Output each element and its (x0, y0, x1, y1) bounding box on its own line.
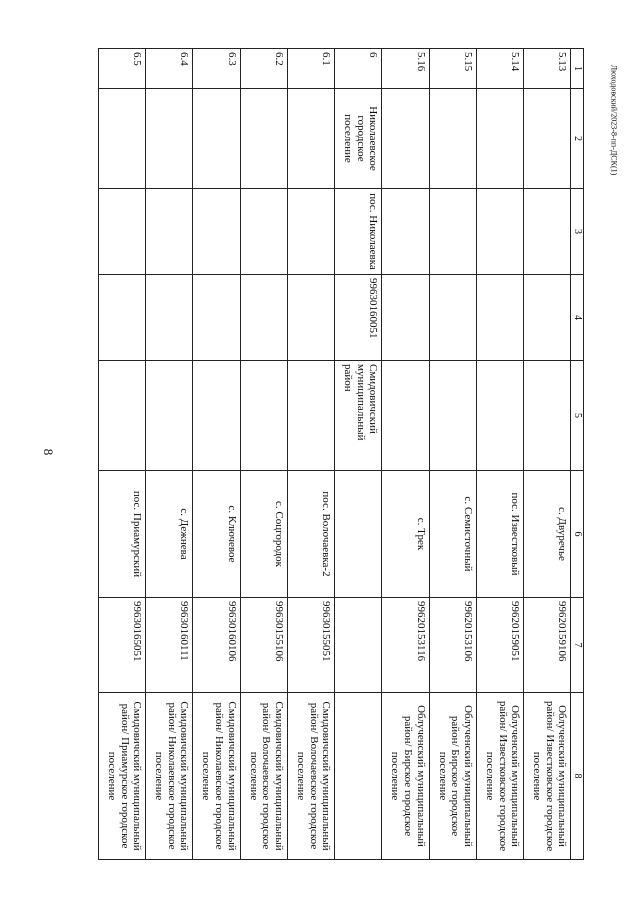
table-cell-col-6: с. Соцгородок (240, 471, 287, 598)
table-header-row (571, 49, 584, 860)
table-cell-col-5 (99, 361, 146, 471)
table-cell-col-4 (240, 275, 287, 361)
table-row (146, 49, 193, 860)
table-cell-col-1: 6.5 (99, 49, 146, 89)
table-cell-col-8: Облученский муниципальный район/ Известковское городское поселение (524, 693, 571, 860)
table-cell-col-8: Облученский муниципальный район/ Известковское городское поселение (477, 693, 524, 860)
table-row (477, 49, 524, 860)
table-cell-col-2 (524, 89, 571, 189)
table-cell-col-4 (146, 275, 193, 361)
column-header: 8 (571, 693, 584, 860)
table-cell-col-3 (146, 189, 193, 275)
table-row (429, 49, 476, 860)
table-cell-col-7: 99620159106 (524, 598, 571, 693)
table-cell-col-8: Облученский муниципальный район/ Бирское городское поселение (429, 693, 476, 860)
table-row (288, 49, 335, 860)
table-cell-col-8 (335, 693, 382, 860)
table-cell-col-7: 99620153106 (429, 598, 476, 693)
table-cell-col-7: 99630155106 (240, 598, 287, 693)
table-cell-col-2: Николаевское городское поселение (335, 89, 382, 189)
table-cell-col-3 (99, 189, 146, 275)
table-cell-col-2 (146, 89, 193, 189)
page-number: 8 (41, 448, 56, 456)
table-cell-col-7: 99620159051 (477, 598, 524, 693)
table-cell-col-2 (193, 89, 240, 189)
table-cell-col-1: 6.3 (193, 49, 240, 89)
column-header: 1 (571, 49, 584, 89)
table-cell-col-6: пос. Приамурский (99, 471, 146, 598)
table-cell-col-6: с. Двуречье (524, 471, 571, 598)
table-cell-col-7: 99620153116 (382, 598, 429, 693)
table-cell-col-6: с. Ключевое (193, 471, 240, 598)
column-header: 4 (571, 275, 584, 361)
table-cell-col-6 (335, 471, 382, 598)
table-cell-col-3 (524, 189, 571, 275)
table-cell-col-1: 5.13 (524, 49, 571, 89)
table-cell-col-2 (382, 89, 429, 189)
table-cell-col-1: 6.4 (146, 49, 193, 89)
table-cell-col-7: 99630160106 (193, 598, 240, 693)
table-cell-col-5 (146, 361, 193, 471)
table-cell-col-1: 6 (335, 49, 382, 89)
table-cell-col-5 (429, 361, 476, 471)
table-cell-col-7 (335, 598, 382, 693)
column-header: 5 (571, 361, 584, 471)
column-header: 6 (571, 471, 584, 598)
column-header: 3 (571, 189, 584, 275)
settlements-table-container (98, 48, 584, 859)
column-header: 7 (571, 598, 584, 693)
table-cell-col-7: 99630155051 (288, 598, 335, 693)
table-cell-col-6: с. Трек (382, 471, 429, 598)
table-cell-col-2 (240, 89, 287, 189)
table-cell-col-5 (193, 361, 240, 471)
table-cell-col-5: Смидовичский муниципальный район (335, 361, 382, 471)
table-cell-col-3 (288, 189, 335, 275)
table-cell-col-2 (99, 89, 146, 189)
table-cell-col-5 (477, 361, 524, 471)
table-cell-col-6: пос. Волочаевка-2 (288, 471, 335, 598)
table-row (240, 49, 287, 860)
settlements-table (98, 48, 584, 860)
table-cell-col-4 (429, 275, 476, 361)
table-cell-col-3 (429, 189, 476, 275)
table-cell-col-4 (193, 275, 240, 361)
table-cell-col-1: 5.16 (382, 49, 429, 89)
table-row (99, 49, 146, 860)
table-cell-col-8: Смидовичский муниципальный район/ Николаевское городское поселение (146, 693, 193, 860)
table-cell-col-1: 6.2 (240, 49, 287, 89)
table-cell-col-4 (524, 275, 571, 361)
document-footer: Люходовский/2023-8-пп-ДСК(1) (609, 64, 619, 176)
table-cell-col-6: с. Дежнева (146, 471, 193, 598)
column-header: 2 (571, 89, 584, 189)
table-cell-col-4 (99, 275, 146, 361)
table-row (524, 49, 571, 860)
table-row (335, 49, 382, 860)
table-row (382, 49, 429, 860)
table-cell-col-2 (477, 89, 524, 189)
table-cell-col-1: 6.1 (288, 49, 335, 89)
table-row (193, 49, 240, 860)
table-cell-col-6: с. Семисточный (429, 471, 476, 598)
table-cell-col-3 (193, 189, 240, 275)
table-cell-col-4: 99630160051 (335, 275, 382, 361)
table-cell-col-4 (382, 275, 429, 361)
table-cell-col-8: Облученский муниципальный район/ Бирское городское поселение (382, 693, 429, 860)
table-cell-col-3 (477, 189, 524, 275)
table-cell-col-3 (382, 189, 429, 275)
table-cell-col-4 (288, 275, 335, 361)
table-cell-col-1: 5.15 (429, 49, 476, 89)
table-cell-col-2 (288, 89, 335, 189)
table-cell-col-8: Смидовичский муниципальный район/ Приамурское городское поселение (99, 693, 146, 860)
table-cell-col-7: 99630165051 (99, 598, 146, 693)
table-cell-col-5 (382, 361, 429, 471)
table-cell-col-2 (429, 89, 476, 189)
table-cell-col-6: пос. Известковый (477, 471, 524, 598)
table-cell-col-1: 5.14 (477, 49, 524, 89)
table-cell-col-8: Смидовичский муниципальный район/ Волочаевское городское поселение (240, 693, 287, 860)
table-cell-col-3 (240, 189, 287, 275)
table-cell-col-7: 99630160111 (146, 598, 193, 693)
table-body (99, 49, 572, 860)
table-cell-col-5 (524, 361, 571, 471)
table-cell-col-4 (477, 275, 524, 361)
table-cell-col-5 (240, 361, 287, 471)
table-cell-col-8: Смидовичский муниципальный район/ Николаевское городское поселение (193, 693, 240, 860)
table-cell-col-5 (288, 361, 335, 471)
table-cell-col-3: пос. Николаевка (335, 189, 382, 275)
table-cell-col-8: Смидовичский муниципальный район/ Волочаевское городское поселение (288, 693, 335, 860)
